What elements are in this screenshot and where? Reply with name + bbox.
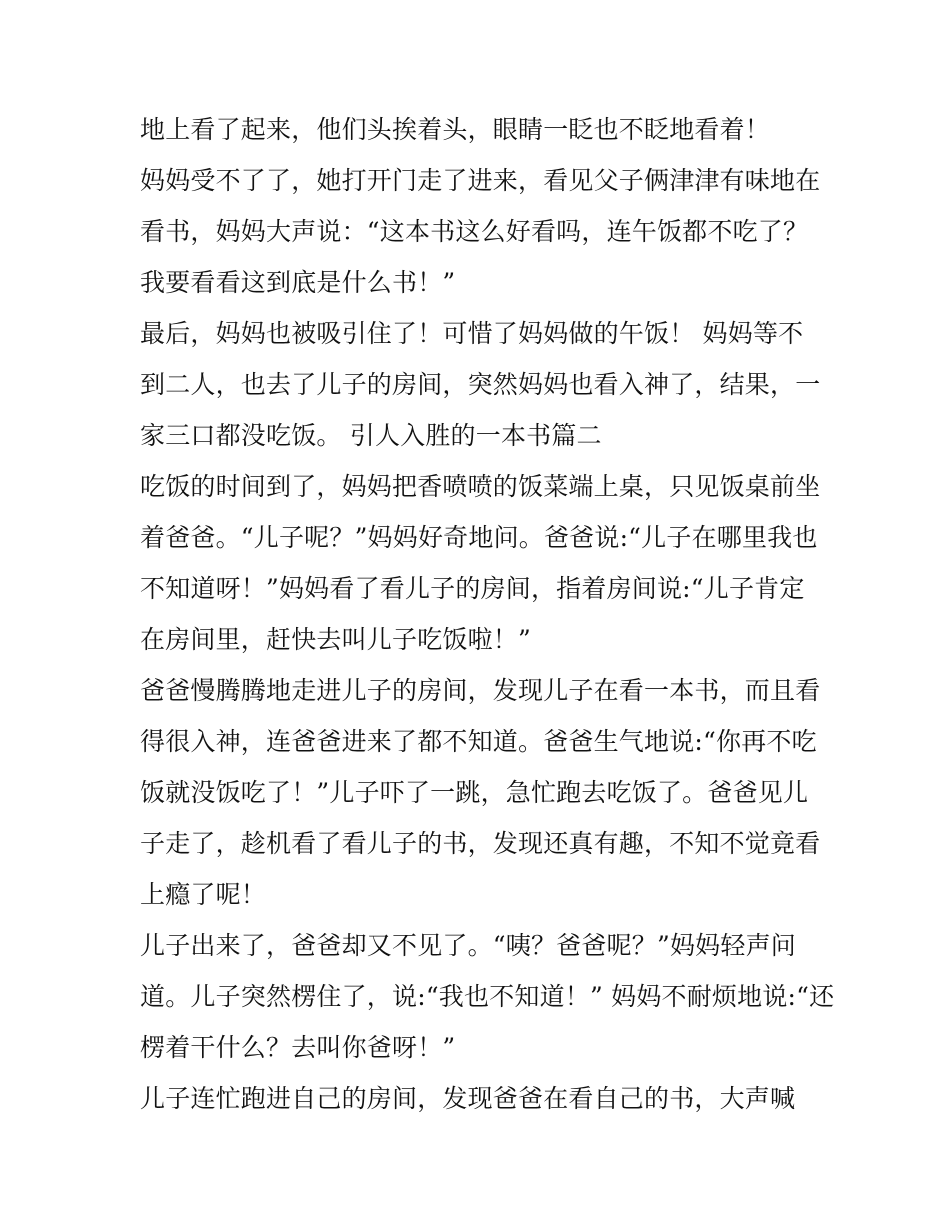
- text-line: 楞着干什么？去叫你爸呀！”: [140, 1033, 456, 1062]
- text-line: 吃饭的时间到了，妈妈把香喷喷的饭菜端上桌，只见饭桌前坐: [140, 472, 821, 501]
- text-line: 我要看看这到底是什么书！”: [140, 268, 456, 297]
- text-line: 到二人，也去了儿子的房间，突然妈妈也看入神了，结果，一: [140, 370, 821, 399]
- text-line: 妈妈受不了了，她打开门走了进来，看见父子俩津津有味地在: [140, 166, 821, 195]
- text-line: 饭就没饭吃了！”儿子吓了一跳，急忙跑去吃饭了。爸爸见儿: [140, 778, 809, 807]
- text-line: 着爸爸。“儿子呢？”妈妈好奇地问。爸爸说:“儿子在哪里我也: [140, 523, 818, 552]
- text-line: 道。儿子突然楞住了，说:“我也不知道！” 妈妈不耐烦地说:“还: [140, 982, 835, 1011]
- text-line: 不知道呀！”妈妈看了看儿子的房间，指着房间说:“儿子肯定: [140, 574, 805, 603]
- text-line: 上瘾了呢！: [140, 880, 267, 909]
- text-line: 爸爸慢腾腾地走进儿子的房间，发现儿子在看一本书，而且看: [140, 676, 821, 705]
- text-line: 地上看了起来，他们头挨着头，眼睛一眨也不眨地看着！: [140, 115, 771, 144]
- text-line: 得很入神，连爸爸进来了都不知道。爸爸生气地说:“你再不吃: [140, 727, 817, 756]
- text-line: 看书，妈妈大声说：“这本书这么好看吗，连午饭都不吃了？: [140, 217, 809, 246]
- text-line: 在房间里，赶快去叫儿子吃饭啦！”: [140, 625, 531, 654]
- text-line: 子走了，趁机看了看儿子的书，发现还真有趣，不知不觉竟看: [140, 829, 821, 858]
- text-line: 家三口都没吃饭。 引人入胜的一本书篇二: [140, 421, 602, 450]
- text-line: 儿子出来了，爸爸却又不见了。“咦？爸爸呢？”妈妈轻声问: [140, 931, 796, 960]
- text-line: 儿子连忙跑进自己的房间，发现爸爸在看自己的书，大声喊: [140, 1084, 796, 1113]
- text-line: 最后，妈妈也被吸引住了！可惜了妈妈做的午饭！ 妈妈等不: [140, 319, 804, 348]
